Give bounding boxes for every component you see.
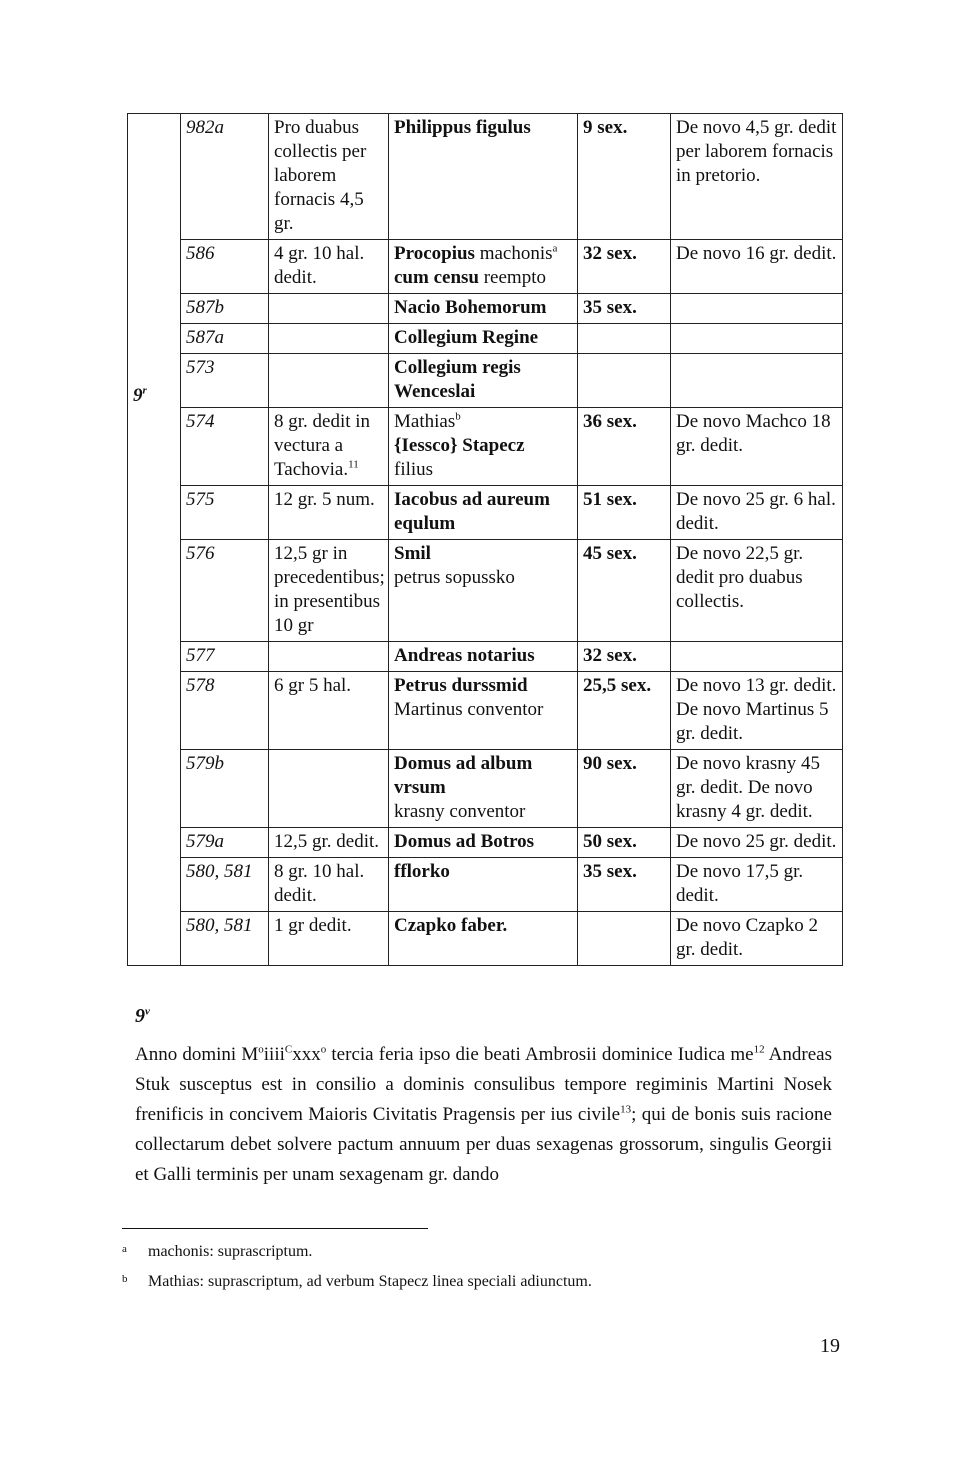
name-part: reempto xyxy=(478,267,546,288)
amount: 50 sex. xyxy=(578,828,671,858)
remark: De novo 25 gr. dedit. xyxy=(671,828,843,858)
amount xyxy=(578,912,671,966)
amount: 90 sex. xyxy=(578,750,671,828)
remark xyxy=(671,324,843,354)
name-part: Mathias xyxy=(394,411,456,432)
amount: 32 sex. xyxy=(578,240,671,294)
entry-number: 580, 581 xyxy=(181,858,269,912)
table-row xyxy=(128,642,843,672)
footnote-ref: a xyxy=(552,242,558,255)
name-part: Martinus conventor xyxy=(394,699,544,720)
payment-note xyxy=(269,354,389,408)
amount: 9 sex. xyxy=(578,114,671,240)
payment-note xyxy=(269,642,389,672)
remark: De novo 16 gr. dedit. xyxy=(671,240,843,294)
taxpayer-name: Collegium regis Wenceslai xyxy=(389,354,578,408)
amount: 45 sex. xyxy=(578,540,671,642)
payment-note: 12,5 gr in precedentibus; in presentibus 10 gr xyxy=(269,540,389,642)
table-row xyxy=(128,858,843,912)
payment-note: 1 gr dedit. xyxy=(269,912,389,966)
taxpayer-name: Domus ad Botros xyxy=(389,828,578,858)
taxpayer-name xyxy=(389,540,578,642)
taxpayer-name: Andreas notarius xyxy=(389,642,578,672)
page-number: 19 xyxy=(820,1335,840,1357)
name-part: Procopius xyxy=(394,243,475,264)
taxpayer-name xyxy=(389,240,578,294)
entry-number: 573 xyxy=(181,354,269,408)
payment-note: 8 gr. 10 hal. dedit. xyxy=(269,858,389,912)
entry-number: 574 xyxy=(181,408,269,486)
payment-note: 6 gr 5 hal. xyxy=(269,672,389,750)
entry-number: 578 xyxy=(181,672,269,750)
name-part: Petrus durssmid xyxy=(394,675,528,696)
footnote-ref: 11 xyxy=(348,458,359,471)
entry-number: 575 xyxy=(181,486,269,540)
remark: De novo Czapko 2 gr. dedit. xyxy=(671,912,843,966)
remark: De novo 17,5 gr. dedit. xyxy=(671,858,843,912)
amount: 36 sex. xyxy=(578,408,671,486)
name-part: cum censu xyxy=(394,267,479,288)
remark: De novo Machco 18 gr. dedit. xyxy=(671,408,843,486)
entry-number: 982a xyxy=(181,114,269,240)
table-row xyxy=(128,912,843,966)
taxpayer-name xyxy=(389,672,578,750)
remark xyxy=(671,642,843,672)
taxpayer-name: fflorko xyxy=(389,858,578,912)
remark: De novo krasny 45 gr. dedit. De novo krasny 4 gr. dedit. xyxy=(671,750,843,828)
register-table xyxy=(127,113,843,966)
payment-note: 8 gr. dedit in vectura a Tachovia.$^{11}$ xyxy=(269,408,389,486)
payment-note xyxy=(269,750,389,828)
taxpayer-name xyxy=(389,408,578,486)
name-part: Smil xyxy=(394,543,431,564)
taxpayer-name: Nacio Bohemorum xyxy=(389,294,578,324)
remark: De novo 4,5 gr. dedit per laborem fornacis in pretorio. xyxy=(671,114,843,240)
name-part: petrus sopussko xyxy=(394,567,515,588)
amount: 51 sex. xyxy=(578,486,671,540)
name-part: krasny conventor xyxy=(394,801,526,822)
entry-number: 576 xyxy=(181,540,269,642)
entry-paragraph: Anno domini $M^oiiii^Cxxx^o$ tercia feria ipso die beati Ambrosii dominice Iudica $me^{12}$ Andreas Stuk susceptus est in consilio a dominis consulibus tempore regiminis Martini Nosek frenificis in concivem Maioris Civitatis Pragensis per ius civile$^{13}$; qui de bonis suis racione collectarum debet solvere pactum annuum per duas sexagenas grossorum, singulis Georgii et Galli terminis per unam sexagenam gr. dando xyxy=(135,1043,832,1185)
amount: 32 sex. xyxy=(578,642,671,672)
taxpayer-name: Iacobus ad aureum equlum xyxy=(389,486,578,540)
name-part: Domus ad album vrsum xyxy=(394,753,533,798)
entry-number: 579a xyxy=(181,828,269,858)
payment-note: Pro duabus collectis per laborem fornacis 4,5 gr. xyxy=(269,114,389,240)
table-row xyxy=(128,354,843,408)
name-part: machonis xyxy=(474,243,553,264)
payment-note: 12 gr. 5 num. xyxy=(269,486,389,540)
payment-note: 12,5 gr. dedit. xyxy=(269,828,389,858)
payment-note: 4 gr. 10 hal. dedit. xyxy=(269,240,389,294)
folio-label: 9$^r$ xyxy=(133,384,147,406)
amount: 35 sex. xyxy=(578,858,671,912)
footnote-b: b Mathias: suprascriptum, ad verbum Stapecz linea speciali adiunctum. xyxy=(122,1273,592,1290)
taxpayer-name: Philippus figulus xyxy=(389,114,578,240)
entry-number: 587b xyxy=(181,294,269,324)
payment-note xyxy=(269,294,389,324)
table-row xyxy=(128,294,843,324)
table-row xyxy=(128,408,843,486)
remark xyxy=(671,294,843,324)
remark xyxy=(671,354,843,408)
footnote-ref: b xyxy=(455,410,461,423)
entry-number: 586 xyxy=(181,240,269,294)
entry-number: 580, 581 xyxy=(181,912,269,966)
table-row xyxy=(128,540,843,642)
taxpayer-name xyxy=(389,750,578,828)
amount: 25,5 sex. xyxy=(578,672,671,750)
entry-number: 579b xyxy=(181,750,269,828)
table-row xyxy=(128,828,843,858)
folio-cell xyxy=(128,114,181,966)
name-part: {Iessco} Stapecz xyxy=(394,435,525,456)
remark: De novo 25 gr. 6 hal. dedit. xyxy=(671,486,843,540)
remark: De novo 22,5 gr. dedit pro duabus collectis. xyxy=(671,540,843,642)
table-row xyxy=(128,750,843,828)
table-row xyxy=(128,324,843,354)
section-heading: 9$^v$ xyxy=(135,1005,150,1027)
table-row xyxy=(128,486,843,540)
amount: 35 sex. xyxy=(578,294,671,324)
entry-number: 587a xyxy=(181,324,269,354)
taxpayer-name: Czapko faber. xyxy=(389,912,578,966)
remark: De novo 13 gr. dedit. De novo Martinus 5 gr. dedit. xyxy=(671,672,843,750)
name-part: filius xyxy=(394,459,434,480)
table-row xyxy=(128,672,843,750)
amount xyxy=(578,354,671,408)
footnote-rule xyxy=(122,1228,428,1229)
table-row xyxy=(128,240,843,294)
entry-number: 577 xyxy=(181,642,269,672)
payment-note xyxy=(269,324,389,354)
amount xyxy=(578,324,671,354)
table-row xyxy=(128,114,843,240)
register-body xyxy=(128,114,843,966)
taxpayer-name: Collegium Regine xyxy=(389,324,578,354)
footnote-a: a machonis: suprascriptum. xyxy=(122,1243,313,1260)
